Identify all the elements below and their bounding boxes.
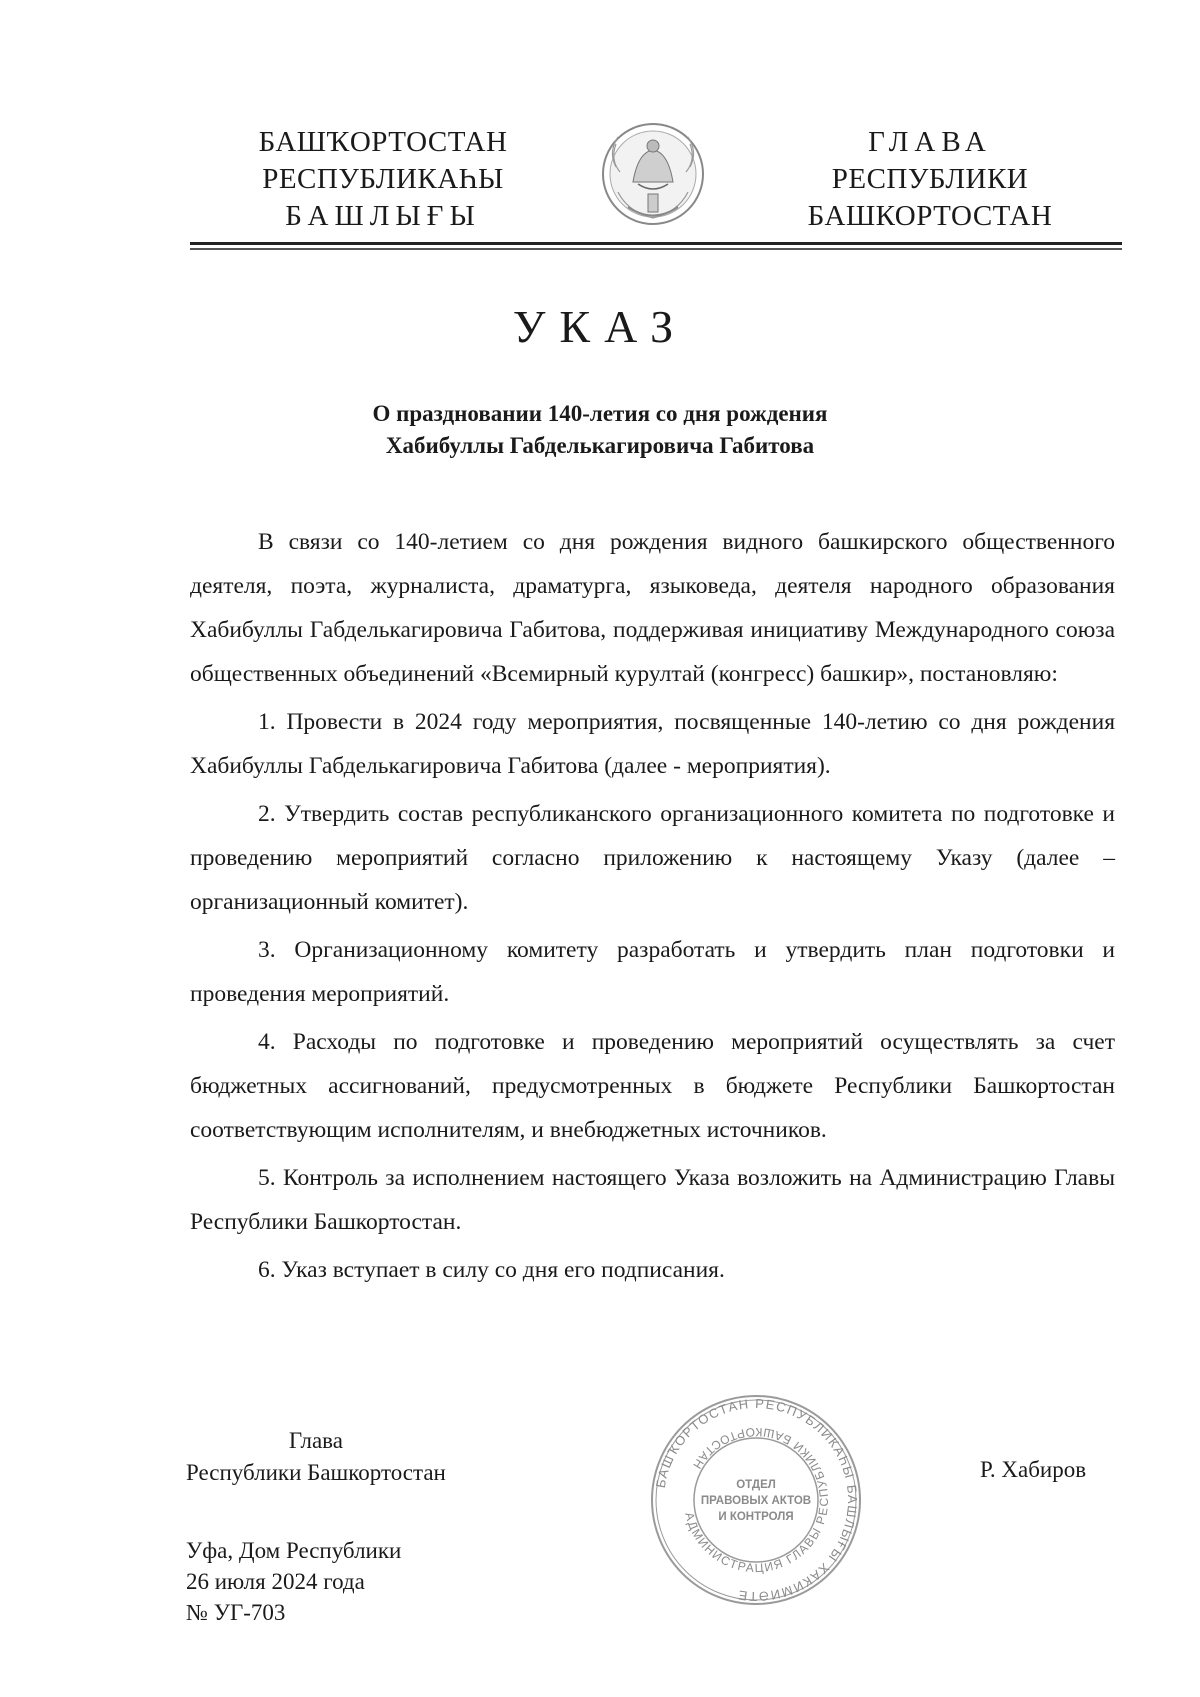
- stamp-inner-ring-text: АДМИНИСТРАЦИЯ ГЛАВЫ РЕСПУБЛИКИ БАШКОРТОСТАН: [682, 1424, 832, 1576]
- header-left-line-3: БАШЛЫҒЫ: [285, 200, 481, 232]
- header-bashkir-title: [238, 124, 528, 235]
- stamp-center-line-2: ПРАВОВЫХ АКТОВ: [700, 1495, 812, 1507]
- document-number: № УГ-703: [186, 1600, 286, 1625]
- stamp-center-line-1: ОТДЕЛ: [736, 1479, 776, 1491]
- document-footer: [186, 1535, 401, 1628]
- signatory-title: [186, 1425, 446, 1489]
- signatory-title-line-1: Глава: [288, 1428, 343, 1453]
- coat-of-arms-icon: [598, 112, 708, 242]
- header-left-line-2: РЕСПУБЛИКАҺЫ: [262, 163, 504, 195]
- issue-date: 26 июля 2024 года: [186, 1569, 365, 1594]
- clause-3: 3. Организационному комитету разработать и утвердить план подготовки и проведения мероприятий.: [190, 937, 1115, 1007]
- stamp-outer-ring-text: БАШҠОРТОСТАН РЕСПУБЛИКАҺЫ БАШЛЫҒЫ ХАКИМИӘТЕ: [652, 1395, 861, 1605]
- official-stamp-icon: [648, 1392, 864, 1608]
- header-russian-title: [790, 124, 1070, 235]
- document-body: [190, 520, 1115, 1296]
- signatory-name: Р. Хабиров: [980, 1457, 1087, 1482]
- header-divider-thin: [190, 248, 1122, 250]
- document-subject: [300, 398, 900, 462]
- clause-6: 6. Указ вступает в силу со дня его подписания.: [258, 1257, 725, 1283]
- header-right-line-2: РЕСПУБЛИКИ: [831, 163, 1029, 195]
- stamp-center-line-3: И КОНТРОЛЯ: [718, 1511, 794, 1523]
- header-right-line-1: ГЛАВА: [868, 126, 992, 158]
- header-divider-thick: [190, 242, 1122, 245]
- subject-line-2: Хабибуллы Габделькагировича Габитова: [385, 433, 815, 458]
- header-left-line-1: БАШҠОРТОСТАН: [258, 126, 508, 158]
- subject-line-1: О праздновании 140-летия со дня рождения: [372, 401, 828, 426]
- preamble-paragraph: В связи со 140-летием со дня рождения видного башкирского общественного деятеля, поэта, журналиста, драматурга, языковеда, деятеля народного образования Хабибуллы Габделькагировича Габитова, поддерживая инициативу Международного союза общественных объединений «Всемирный курултай (конгресс) башкир», постановляю:: [190, 529, 1115, 687]
- signatory-title-line-2: Республики Башкортостан: [186, 1460, 446, 1485]
- header-right-line-3: БАШКОРТОСТАН: [807, 200, 1053, 232]
- document-title: УКАЗ: [512, 301, 688, 352]
- clause-5: 5. Контроль за исполнением настоящего Указа возложить на Администрацию Главы Республики Башкортостан.: [190, 1165, 1115, 1235]
- issue-place: Уфа, Дом Республики: [186, 1538, 402, 1563]
- clause-2: 2. Утвердить состав республиканского организационного комитета по подготовке и проведению мероприятий согласно приложению к настоящему Указу (далее – организационный комитет).: [190, 801, 1115, 915]
- clause-4: 4. Расходы по подготовке и проведению мероприятий осуществлять за счет бюджетных ассигнований, предусмотренных в бюджете Республики Башкортостан соответствующим исполнителям, и внебюджетных источников.: [190, 1029, 1115, 1143]
- clause-1: 1. Провести в 2024 году мероприятия, посвященные 140-летию со дня рождения Хабибуллы Габделькагировича Габитова (далее - мероприятия).: [190, 709, 1115, 779]
